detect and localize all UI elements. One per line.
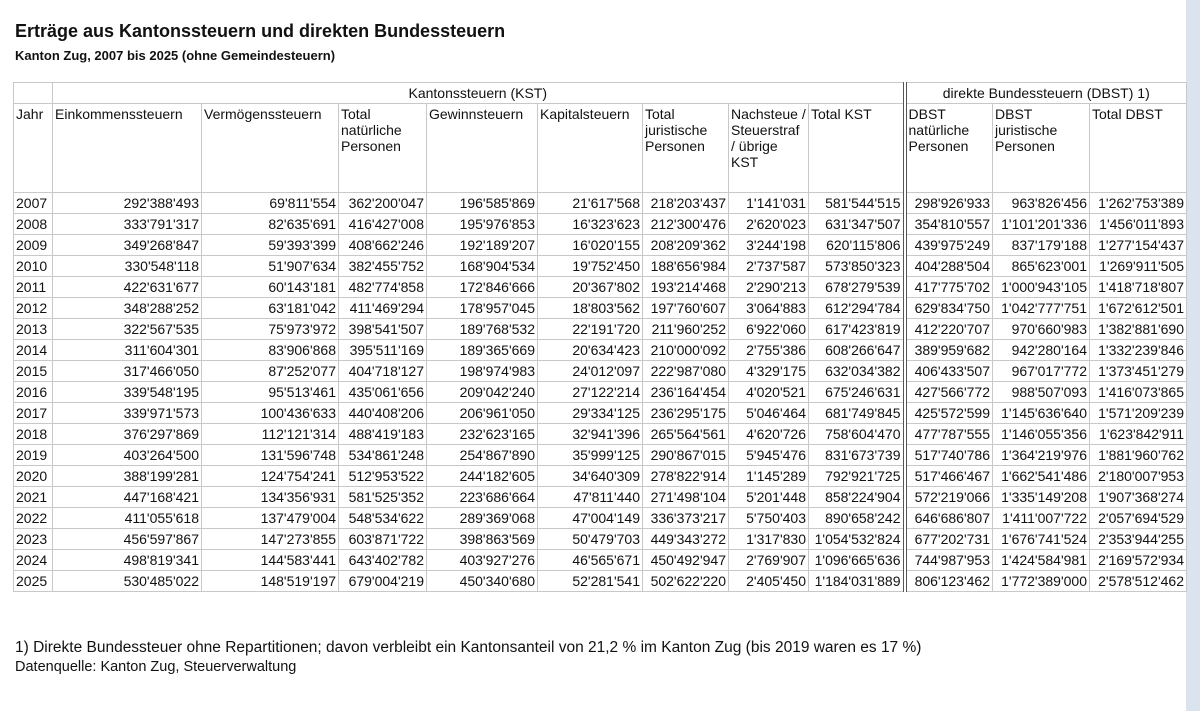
value-cell: 298'926'933	[905, 193, 993, 214]
value-cell: 322'567'535	[53, 319, 202, 340]
table-row	[14, 277, 1187, 298]
value-cell: 1'364'219'976	[993, 445, 1090, 466]
value-cell: 498'819'341	[53, 550, 202, 571]
value-cell: 147'273'855	[202, 529, 339, 550]
value-cell: 349'268'847	[53, 235, 202, 256]
table-row	[14, 571, 1187, 592]
value-cell: 963'826'456	[993, 193, 1090, 214]
column-header: Total juristische Personen	[643, 104, 729, 193]
value-cell: 412'220'707	[905, 319, 993, 340]
value-cell: 2'620'023	[729, 214, 809, 235]
value-cell: 1'101'201'336	[993, 214, 1090, 235]
value-cell: 178'957'045	[427, 298, 538, 319]
group-header-row	[14, 83, 1187, 104]
value-cell: 192'189'207	[427, 235, 538, 256]
value-cell: 1'262'753'389	[1090, 193, 1187, 214]
value-cell: 210'000'092	[643, 340, 729, 361]
page-subtitle: Kanton Zug, 2007 bis 2025 (ohne Gemeindesteuern)	[15, 48, 336, 63]
value-cell: 222'987'080	[643, 361, 729, 382]
value-cell: 1'772'389'000	[993, 571, 1090, 592]
value-cell: 2'578'512'462	[1090, 571, 1187, 592]
group-header-dbst: direkte Bundessteuern (DBST) 1)	[905, 83, 1187, 104]
value-cell: 46'565'671	[538, 550, 643, 571]
value-cell: 398'541'507	[339, 319, 427, 340]
table-body	[14, 83, 1187, 592]
value-cell: 198'974'983	[427, 361, 538, 382]
value-cell: 16'323'623	[538, 214, 643, 235]
value-cell: 18'803'562	[538, 298, 643, 319]
value-cell: 425'572'599	[905, 403, 993, 424]
value-cell: 69'811'554	[202, 193, 339, 214]
value-cell: 19'752'450	[538, 256, 643, 277]
value-cell: 488'419'183	[339, 424, 427, 445]
value-cell: 2'290'213	[729, 277, 809, 298]
value-cell: 1'145'636'640	[993, 403, 1090, 424]
value-cell: 218'203'437	[643, 193, 729, 214]
value-cell: 188'656'984	[643, 256, 729, 277]
value-cell: 646'686'807	[905, 508, 993, 529]
value-cell: 572'219'066	[905, 487, 993, 508]
value-cell: 2'057'694'529	[1090, 508, 1187, 529]
value-cell: 388'199'281	[53, 466, 202, 487]
value-cell: 193'214'468	[643, 277, 729, 298]
value-cell: 63'181'042	[202, 298, 339, 319]
table-row	[14, 487, 1187, 508]
window-edge	[1186, 0, 1200, 711]
value-cell: 398'863'569	[427, 529, 538, 550]
value-cell: 51'907'634	[202, 256, 339, 277]
value-cell: 131'596'748	[202, 445, 339, 466]
value-cell: 1'456'011'893	[1090, 214, 1187, 235]
table-row	[14, 235, 1187, 256]
value-cell: 1'096'665'636	[809, 550, 905, 571]
value-cell: 404'288'504	[905, 256, 993, 277]
value-cell: 408'662'246	[339, 235, 427, 256]
value-cell: 5'945'476	[729, 445, 809, 466]
table-row	[14, 445, 1187, 466]
value-cell: 679'004'219	[339, 571, 427, 592]
value-cell: 435'061'656	[339, 382, 427, 403]
value-cell: 530'485'022	[53, 571, 202, 592]
table-row	[14, 340, 1187, 361]
value-cell: 47'004'149	[538, 508, 643, 529]
value-cell: 317'466'050	[53, 361, 202, 382]
value-cell: 52'281'541	[538, 571, 643, 592]
year-cell: 2021	[14, 487, 53, 508]
table-row	[14, 403, 1187, 424]
value-cell: 354'810'557	[905, 214, 993, 235]
column-header: Total natürliche Personen	[339, 104, 427, 193]
value-cell: 477'787'555	[905, 424, 993, 445]
value-cell: 32'941'396	[538, 424, 643, 445]
value-cell: 608'266'647	[809, 340, 905, 361]
value-cell: 416'427'008	[339, 214, 427, 235]
value-cell: 1'382'881'690	[1090, 319, 1187, 340]
value-cell: 1'373'451'279	[1090, 361, 1187, 382]
value-cell: 1'141'031	[729, 193, 809, 214]
value-cell: 404'718'127	[339, 361, 427, 382]
value-cell: 643'402'782	[339, 550, 427, 571]
table-row	[14, 319, 1187, 340]
value-cell: 517'740'786	[905, 445, 993, 466]
value-cell: 1'042'777'751	[993, 298, 1090, 319]
value-cell: 502'622'220	[643, 571, 729, 592]
value-cell: 631'347'507	[809, 214, 905, 235]
value-cell: 831'673'739	[809, 445, 905, 466]
table-row	[14, 424, 1187, 445]
value-cell: 2'755'386	[729, 340, 809, 361]
value-cell: 456'597'867	[53, 529, 202, 550]
value-cell: 2'169'572'934	[1090, 550, 1187, 571]
value-cell: 16'020'155	[538, 235, 643, 256]
year-cell: 2011	[14, 277, 53, 298]
value-cell: 806'123'462	[905, 571, 993, 592]
value-cell: 4'329'175	[729, 361, 809, 382]
value-cell: 512'953'522	[339, 466, 427, 487]
value-cell: 837'179'188	[993, 235, 1090, 256]
value-cell: 60'143'181	[202, 277, 339, 298]
value-cell: 1'424'584'981	[993, 550, 1090, 571]
value-cell: 244'182'605	[427, 466, 538, 487]
value-cell: 620'115'806	[809, 235, 905, 256]
value-cell: 967'017'772	[993, 361, 1090, 382]
value-cell: 1'277'154'437	[1090, 235, 1187, 256]
value-cell: 3'244'198	[729, 235, 809, 256]
value-cell: 254'867'890	[427, 445, 538, 466]
value-cell: 223'686'664	[427, 487, 538, 508]
table-row	[14, 550, 1187, 571]
value-cell: 5'046'464	[729, 403, 809, 424]
group-header-kst: Kantonssteuern (KST)	[53, 83, 905, 104]
value-cell: 678'279'539	[809, 277, 905, 298]
value-cell: 389'959'682	[905, 340, 993, 361]
year-cell: 2010	[14, 256, 53, 277]
value-cell: 271'498'104	[643, 487, 729, 508]
year-cell: 2014	[14, 340, 53, 361]
table-row	[14, 466, 1187, 487]
value-cell: 890'658'242	[809, 508, 905, 529]
value-cell: 1'317'830	[729, 529, 809, 550]
table-row	[14, 214, 1187, 235]
value-cell: 482'774'858	[339, 277, 427, 298]
year-cell: 2020	[14, 466, 53, 487]
column-header: Kapitalsteuern	[538, 104, 643, 193]
value-cell: 4'020'521	[729, 382, 809, 403]
value-cell: 406'433'507	[905, 361, 993, 382]
value-cell: 189'365'669	[427, 340, 538, 361]
value-cell: 744'987'953	[905, 550, 993, 571]
value-cell: 1'672'612'501	[1090, 298, 1187, 319]
value-cell: 629'834'750	[905, 298, 993, 319]
value-cell: 1'907'368'274	[1090, 487, 1187, 508]
value-cell: 581'525'352	[339, 487, 427, 508]
value-cell: 1'416'073'865	[1090, 382, 1187, 403]
value-cell: 677'202'731	[905, 529, 993, 550]
value-cell: 450'492'947	[643, 550, 729, 571]
year-cell: 2016	[14, 382, 53, 403]
value-cell: 2'769'907	[729, 550, 809, 571]
value-cell: 134'356'931	[202, 487, 339, 508]
value-cell: 75'973'972	[202, 319, 339, 340]
value-cell: 395'511'169	[339, 340, 427, 361]
value-cell: 1'269'911'505	[1090, 256, 1187, 277]
column-header: Nachsteue / Steuerstraf / übrige KST	[729, 104, 809, 193]
value-cell: 95'513'461	[202, 382, 339, 403]
value-cell: 1'335'149'208	[993, 487, 1090, 508]
value-cell: 362'200'047	[339, 193, 427, 214]
value-cell: 292'388'493	[53, 193, 202, 214]
table-row	[14, 256, 1187, 277]
value-cell: 21'617'568	[538, 193, 643, 214]
value-cell: 232'623'165	[427, 424, 538, 445]
value-cell: 2'405'450	[729, 571, 809, 592]
value-cell: 1'411'007'722	[993, 508, 1090, 529]
column-header: Einkommenssteuern	[53, 104, 202, 193]
value-cell: 6'922'060	[729, 319, 809, 340]
value-cell: 1'676'741'524	[993, 529, 1090, 550]
value-cell: 59'393'399	[202, 235, 339, 256]
value-cell: 439'975'249	[905, 235, 993, 256]
value-cell: 970'660'983	[993, 319, 1090, 340]
value-cell: 3'064'883	[729, 298, 809, 319]
value-cell: 311'604'301	[53, 340, 202, 361]
year-cell: 2015	[14, 361, 53, 382]
value-cell: 4'620'726	[729, 424, 809, 445]
value-cell: 236'164'454	[643, 382, 729, 403]
value-cell: 195'976'853	[427, 214, 538, 235]
value-cell: 382'455'752	[339, 256, 427, 277]
table-row	[14, 298, 1187, 319]
value-cell: 330'548'118	[53, 256, 202, 277]
value-cell: 422'631'677	[53, 277, 202, 298]
value-cell: 675'246'631	[809, 382, 905, 403]
value-cell: 1'184'031'889	[809, 571, 905, 592]
value-cell: 168'904'534	[427, 256, 538, 277]
value-cell: 1'054'532'824	[809, 529, 905, 550]
value-cell: 339'971'573	[53, 403, 202, 424]
value-cell: 137'479'004	[202, 508, 339, 529]
value-cell: 517'466'467	[905, 466, 993, 487]
column-header: Vermögenssteuern	[202, 104, 339, 193]
value-cell: 209'042'240	[427, 382, 538, 403]
value-cell: 24'012'097	[538, 361, 643, 382]
value-cell: 942'280'164	[993, 340, 1090, 361]
footnote: 1) Direkte Bundessteuer ohne Repartitionen; davon verbleibt ein Kantonsanteil von 21,2 % im Kanton Zug (bis 2019 waren es 17 %)	[15, 639, 922, 656]
value-cell: 211'960'252	[643, 319, 729, 340]
value-cell: 20'634'423	[538, 340, 643, 361]
table-row	[14, 193, 1187, 214]
value-cell: 148'519'197	[202, 571, 339, 592]
value-cell: 208'209'362	[643, 235, 729, 256]
column-header: DBST juristische Personen	[993, 104, 1090, 193]
value-cell: 449'343'272	[643, 529, 729, 550]
table-row	[14, 508, 1187, 529]
group-header-blank	[14, 83, 53, 104]
value-cell: 573'850'323	[809, 256, 905, 277]
value-cell: 617'423'819	[809, 319, 905, 340]
value-cell: 534'861'248	[339, 445, 427, 466]
column-header: Total KST	[809, 104, 905, 193]
value-cell: 34'640'309	[538, 466, 643, 487]
value-cell: 2'353'944'255	[1090, 529, 1187, 550]
value-cell: 548'534'622	[339, 508, 427, 529]
value-cell: 1'145'289	[729, 466, 809, 487]
column-header: DBST natürliche Personen	[905, 104, 993, 193]
year-cell: 2013	[14, 319, 53, 340]
column-header: Jahr	[14, 104, 53, 193]
value-cell: 5'201'448	[729, 487, 809, 508]
table-row	[14, 529, 1187, 550]
value-cell: 681'749'845	[809, 403, 905, 424]
tax-revenue-table	[13, 82, 1187, 592]
value-cell: 112'121'314	[202, 424, 339, 445]
year-cell: 2017	[14, 403, 53, 424]
value-cell: 612'294'784	[809, 298, 905, 319]
year-cell: 2009	[14, 235, 53, 256]
year-cell: 2024	[14, 550, 53, 571]
value-cell: 581'544'515	[809, 193, 905, 214]
year-cell: 2008	[14, 214, 53, 235]
value-cell: 403'927'276	[427, 550, 538, 571]
value-cell: 865'623'001	[993, 256, 1090, 277]
value-cell: 172'846'666	[427, 277, 538, 298]
value-cell: 27'122'214	[538, 382, 643, 403]
value-cell: 2'737'587	[729, 256, 809, 277]
value-cell: 50'479'703	[538, 529, 643, 550]
value-cell: 403'264'500	[53, 445, 202, 466]
value-cell: 20'367'802	[538, 277, 643, 298]
value-cell: 82'635'691	[202, 214, 339, 235]
value-cell: 1'146'055'356	[993, 424, 1090, 445]
value-cell: 35'999'125	[538, 445, 643, 466]
value-cell: 427'566'772	[905, 382, 993, 403]
value-cell: 289'369'068	[427, 508, 538, 529]
value-cell: 47'811'440	[538, 487, 643, 508]
value-cell: 858'224'904	[809, 487, 905, 508]
value-cell: 348'288'252	[53, 298, 202, 319]
value-cell: 632'034'382	[809, 361, 905, 382]
year-cell: 2025	[14, 571, 53, 592]
year-cell: 2023	[14, 529, 53, 550]
value-cell: 333'791'317	[53, 214, 202, 235]
value-cell: 447'168'421	[53, 487, 202, 508]
table-row	[14, 361, 1187, 382]
value-cell: 197'760'607	[643, 298, 729, 319]
column-header: Gewinnsteuern	[427, 104, 538, 193]
value-cell: 603'871'722	[339, 529, 427, 550]
value-cell: 1'332'239'846	[1090, 340, 1187, 361]
value-cell: 278'822'914	[643, 466, 729, 487]
value-cell: 265'564'561	[643, 424, 729, 445]
year-cell: 2007	[14, 193, 53, 214]
value-cell: 792'921'725	[809, 466, 905, 487]
value-cell: 5'750'403	[729, 508, 809, 529]
column-header: Total DBST	[1090, 104, 1187, 193]
value-cell: 988'507'093	[993, 382, 1090, 403]
value-cell: 417'775'702	[905, 277, 993, 298]
value-cell: 411'469'294	[339, 298, 427, 319]
value-cell: 206'961'050	[427, 403, 538, 424]
value-cell: 450'340'680	[427, 571, 538, 592]
value-cell: 758'604'470	[809, 424, 905, 445]
value-cell: 22'191'720	[538, 319, 643, 340]
value-cell: 100'436'633	[202, 403, 339, 424]
value-cell: 1'623'842'911	[1090, 424, 1187, 445]
year-cell: 2022	[14, 508, 53, 529]
value-cell: 339'548'195	[53, 382, 202, 403]
value-cell: 336'373'217	[643, 508, 729, 529]
value-cell: 236'295'175	[643, 403, 729, 424]
year-cell: 2019	[14, 445, 53, 466]
value-cell: 1'662'541'486	[993, 466, 1090, 487]
value-cell: 1'418'718'807	[1090, 277, 1187, 298]
value-cell: 87'252'077	[202, 361, 339, 382]
value-cell: 124'754'241	[202, 466, 339, 487]
year-cell: 2012	[14, 298, 53, 319]
table-row	[14, 382, 1187, 403]
value-cell: 83'906'868	[202, 340, 339, 361]
page-title: Erträge aus Kantonssteuern und direkten Bundessteuern	[15, 21, 506, 41]
data-source: Datenquelle: Kanton Zug, Steuerverwaltung	[15, 659, 297, 675]
value-cell: 1'000'943'105	[993, 277, 1090, 298]
value-cell: 411'055'618	[53, 508, 202, 529]
value-cell: 376'297'869	[53, 424, 202, 445]
value-cell: 1'571'209'239	[1090, 403, 1187, 424]
value-cell: 144'583'441	[202, 550, 339, 571]
value-cell: 1'881'960'762	[1090, 445, 1187, 466]
value-cell: 2'180'007'953	[1090, 466, 1187, 487]
value-cell: 440'408'206	[339, 403, 427, 424]
value-cell: 212'300'476	[643, 214, 729, 235]
value-cell: 196'585'869	[427, 193, 538, 214]
column-header-row	[14, 104, 1187, 193]
value-cell: 189'768'532	[427, 319, 538, 340]
value-cell: 290'867'015	[643, 445, 729, 466]
value-cell: 29'334'125	[538, 403, 643, 424]
year-cell: 2018	[14, 424, 53, 445]
